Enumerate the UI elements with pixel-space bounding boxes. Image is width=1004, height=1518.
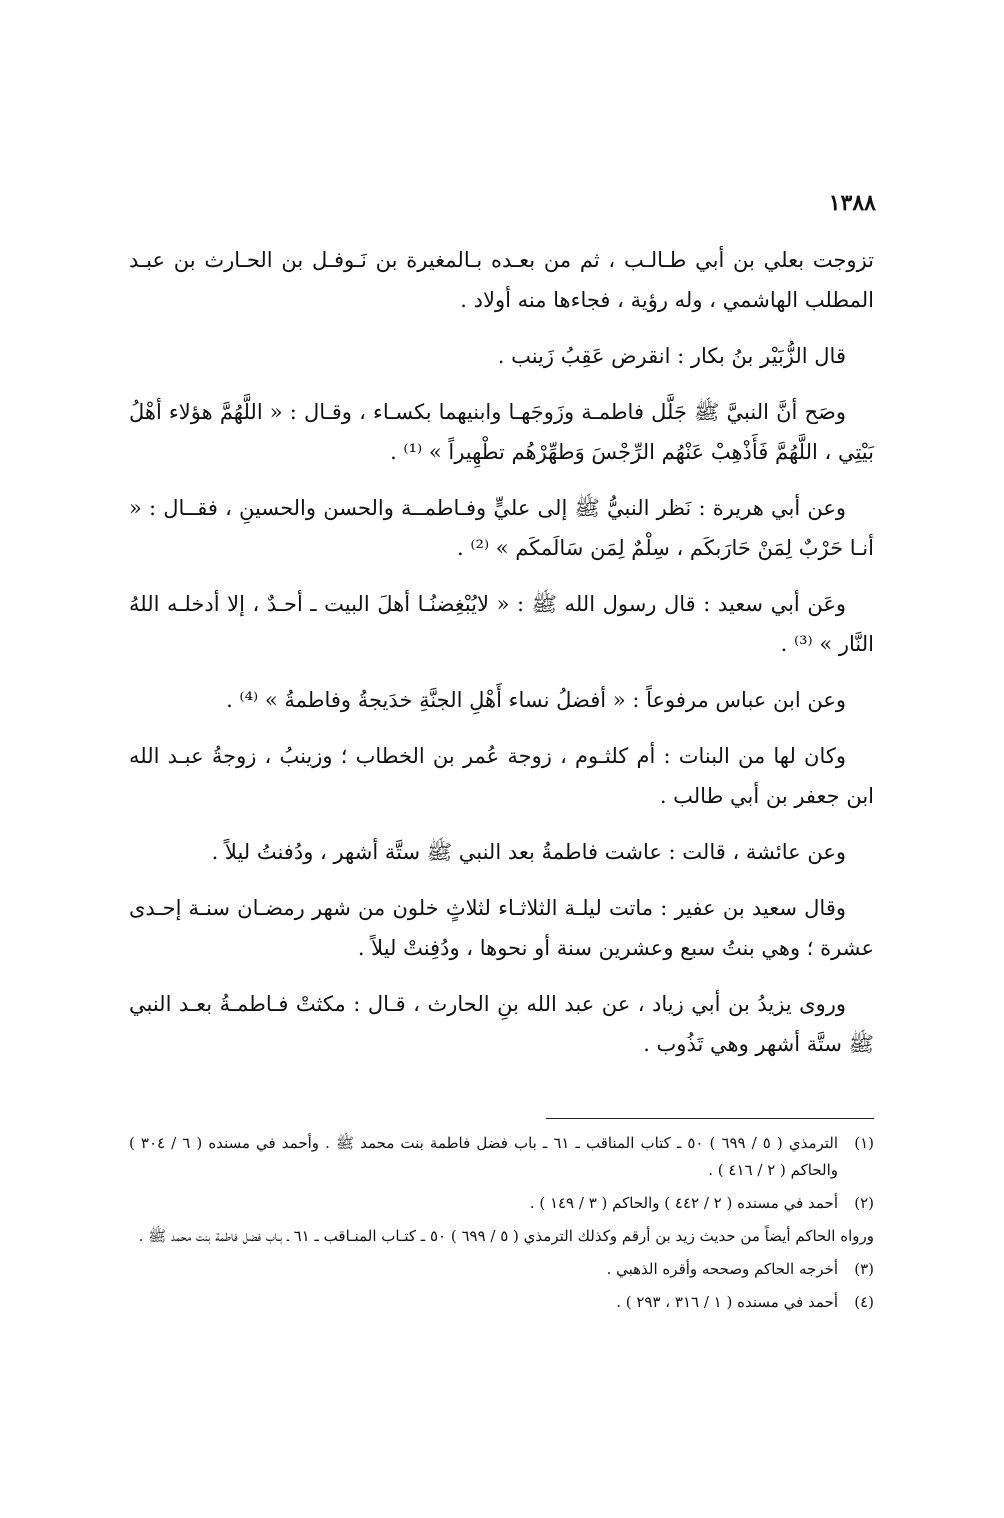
paragraph: وصَح أنَّ النبيَّ ﷺ جَلَّل فاطمـة وزَوجَهـا وابنيهما بكسـاء ، وقـال : « اللَّهُمَّ هؤلاء أهْلُ بَيْتِي ، اللَّهُمَّ فَأَذْهِبْ عَنْهُم الرِّجْسَ وَطهِّرْهُم تطْهِيراً » ⁽¹⁾ .: [129, 400, 874, 464]
paragraph: وعن عائشة ، قالت : عاشت فاطمةُ بعد النبي ﷺ ستَّة أشهر ، ودُفنتُ ليلاً .: [211, 840, 846, 864]
footnote-separator: [546, 1118, 874, 1119]
footnote: [129, 1256, 874, 1283]
paragraph: وعَن أبي سعيد : قال رسول الله ﷺ : « لايُبْغِضنُـا أهلَ البيت ـ أحـدٌ ، إلا أدخلـه اللهُ النَّار » ⁽³⁾ .: [129, 592, 874, 656]
paragraph: وقال سعيد بن عفير : ماتت ليلـة الثلاثـاء لثلاثٍ خلون من شهر رمضـان سنـة إحـدى عشرة ؛ وهي بنتُ سبع وعشرين سنة أو نحوها ، ودُفِنتْ ليلاً .: [129, 896, 874, 960]
footnote-text: أحمد في مسنده ( ١ / ٣١٦ ، ٢٩٣ ) .: [616, 1293, 838, 1311]
paragraph: قال الزُّبَيْر بنُ بكار : انقرض عَقِبُ زَينب .: [497, 344, 846, 368]
footnote-text: أخرجه الحاكم وصححه وأقره الذهبي .: [606, 1260, 838, 1278]
footnote: [129, 1289, 874, 1316]
main-text: [129, 240, 874, 1080]
paragraph: وعن ابن عباس مرفوعاً : « أفضلُ نساء أَهْلِ الجنَّةِ خدَيجةُ وفاطمةُ » ⁽⁴⁾ .: [226, 688, 846, 712]
footnote: [129, 1130, 874, 1184]
footnote: [129, 1190, 874, 1217]
footnote-marker: (٣): [854, 1260, 874, 1278]
footnote-marker: (١): [854, 1134, 874, 1152]
footnote-continuation: ورواه الحاكم أيضاً من حديث زيد بن أرقم وكذلك الترمذي ( ٥ / ٦٩٩ ) ٥٠ ـ كتـاب المنـاقب ـ ٦١ ـ بـاب فضل فاطمة بنت محمد ﷺ .: [138, 1227, 874, 1245]
paragraph: وروى يزيدُ بن أبي زياد ، عن عبد الله بنِ الحارث ، قـال : مكثتْ فـاطمـةُ بعـد النبي ﷺ ستَّة أشهر وهي تَذُوب .: [129, 992, 874, 1056]
footnote-text: الترمذي ( ٥ / ٦٩٩ ) ٥٠ ـ كتاب المناقب ـ ٦١ ـ باب فضل فاطمة بنت محمد ﷺ . وأحمد في مسنده ( ٦ / ٣٠٤ ) والحاكم ( ٢ / ٤١٦ ) .: [129, 1134, 839, 1179]
footnote-text: أحمد في مسنده ( ٢ / ٤٤٢ ) والحاكم ( ٣ / ١٤٩ ) .: [529, 1194, 838, 1212]
paragraph: وعن أبي هريرة : نَظر النبيُّ ﷺ إلى عليٍّ وفـاطمــة والحسن والحسينِ ، فقــال : « أنـا حَرْبٌ لِمَنْ حَارَبكَم ، سِلْمٌ لِمَن سَالَمكَم » ⁽²⁾ .: [129, 496, 874, 560]
footnote-marker: (٢): [854, 1194, 874, 1212]
paragraph: وكان لها من البنات : أم كلثـوم ، زوجة عُمر بن الخطاب ؛ وزينبُ ، زوجةُ عبـد الله ابن جعفر بن أبي طالب .: [129, 744, 874, 808]
footnote-marker: (٤): [854, 1293, 874, 1311]
footnotes: [129, 1130, 874, 1322]
page-number: ١٣٨٨: [828, 190, 876, 216]
paragraph: تزوجت بعلي بن أبي طـالـب ، ثم من بعـده بـالمغيرة بن نَـوفـل بن الحـارث بن عبـد المطلب الهاشمي ، وله رؤية ، فجاءها منه أولاد .: [129, 248, 874, 312]
